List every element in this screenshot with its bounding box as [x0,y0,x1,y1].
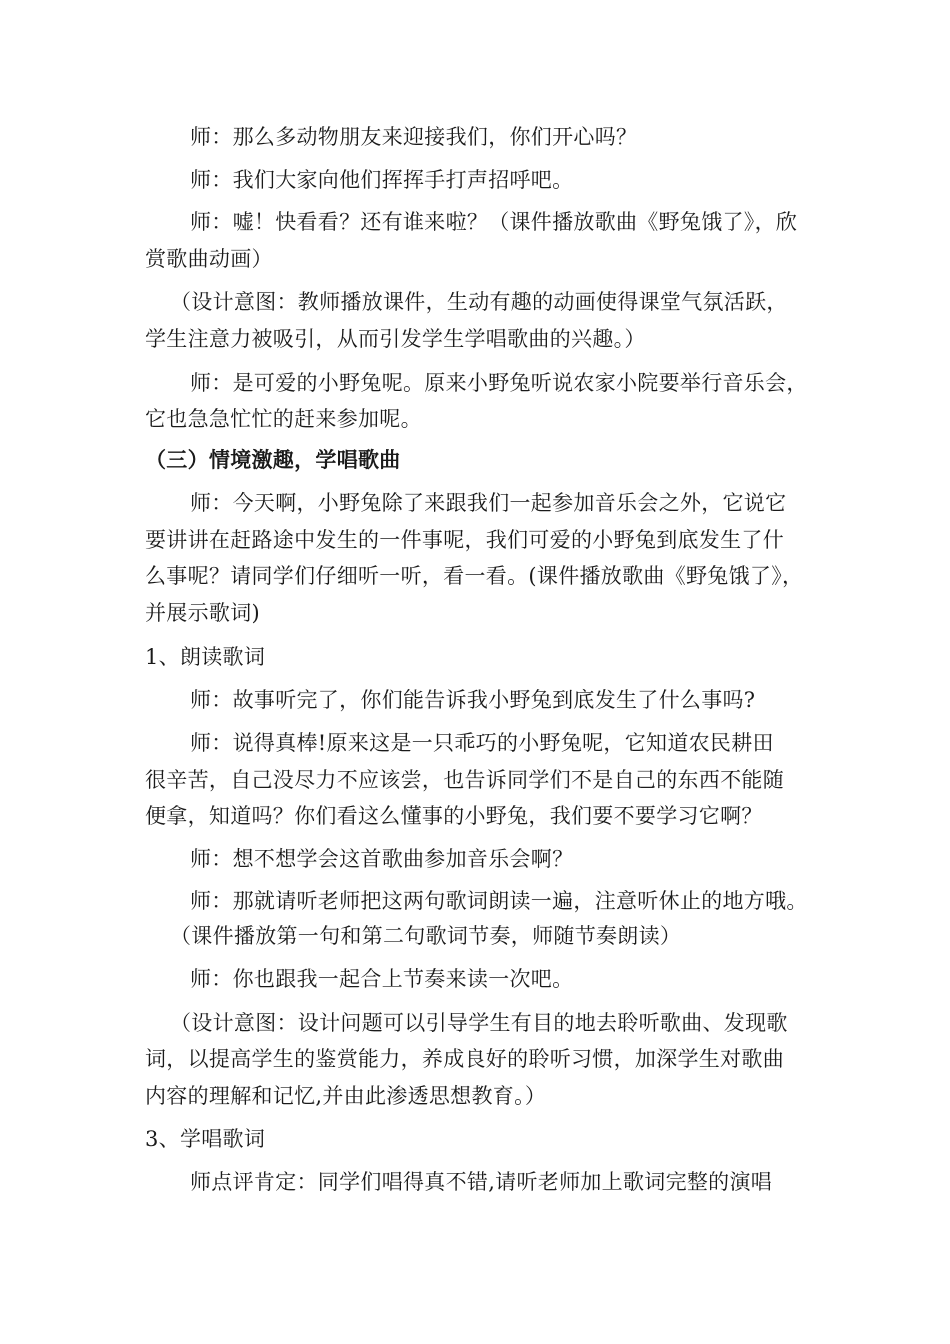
dialogue-line: 师：那么多动物朋友来迎接我们，你们开心吗？ [190,125,638,149]
dialogue-line-continued: 么事呢？请同学们仔细听一听，看一看。(课件播放歌曲《野兔饿了》， [145,564,804,588]
design-intent-line-continued: 学生注意力被吸引，从而引发学生学唱歌曲的兴趣。） [145,327,646,351]
design-intent-line-continued: 词，以提高学生的鉴赏能力，养成良好的聆听习惯，加深学生对歌曲 [145,1047,784,1071]
stage-direction-line: （课件播放第一句和第二句歌词节奏，师随节奏朗读） [170,924,682,948]
dialogue-line: 师点评肯定：同学们唱得真不错,请听老师加上歌词完整的演唱 [190,1170,773,1194]
dialogue-line-continued: 要讲讲在赶路途中发生的一件事呢，我们可爱的小野兔到底发生了什 [145,528,784,552]
dialogue-line: 师：那就请听老师把这两句歌词朗读一遍，注意听休止的地方哦。 [190,889,808,913]
dialogue-line: 师：今天啊，小野兔除了来跟我们一起参加音乐会之外，它说它 [190,491,787,515]
dialogue-line-continued: 它也急急忙忙的赶来参加呢。 [145,407,422,431]
dialogue-line: 师：故事听完了，你们能告诉我小野兔到底发生了什么事吗? [190,688,756,712]
dialogue-line-continued: 并展示歌词) [145,601,260,625]
dialogue-line: 师：你也跟我一起合上节奏来读一次吧。 [190,967,574,991]
dialogue-line: 师：嘘！快看看？还有谁来啦？（课件播放歌曲《野兔饿了》，欣 [190,210,798,234]
dialogue-line-continued: 便拿，知道吗？你们看这么懂事的小野兔，我们要不要学习它啊？ [145,804,763,828]
design-intent-line: （设计意图：设计问题可以引导学生有目的地去聆听歌曲、发现歌 [170,1011,788,1035]
subsection-heading: 3、学唱歌词 [145,1127,266,1151]
dialogue-line-continued: 很辛苦，自己没尽力不应该尝，也告诉同学们不是自己的东西不能随 [145,768,784,792]
subsection-heading: 1、朗读歌词 [145,645,266,669]
dialogue-line: 师：我们大家向他们挥挥手打声招呼吧。 [190,168,574,192]
dialogue-line-continued: 赏歌曲动画） [145,247,273,271]
design-intent-line: （设计意图：教师播放课件，生动有趣的动画使得课堂气氛活跃， [170,290,788,314]
dialogue-line: 师：是可爱的小野兔呢。原来小野兔听说农家小院要举行音乐会， [190,371,808,395]
dialogue-line: 师：想不想学会这首歌曲参加音乐会啊？ [190,847,574,871]
dialogue-line: 师：说得真棒!原来这是一只乖巧的小野兔呢，它知道农民耕田 [190,731,774,755]
design-intent-line-continued: 内容的理解和记忆,并由此渗透思想教育。） [145,1084,547,1108]
section-heading: （三）情境激趣，学唱歌曲 [145,447,401,472]
